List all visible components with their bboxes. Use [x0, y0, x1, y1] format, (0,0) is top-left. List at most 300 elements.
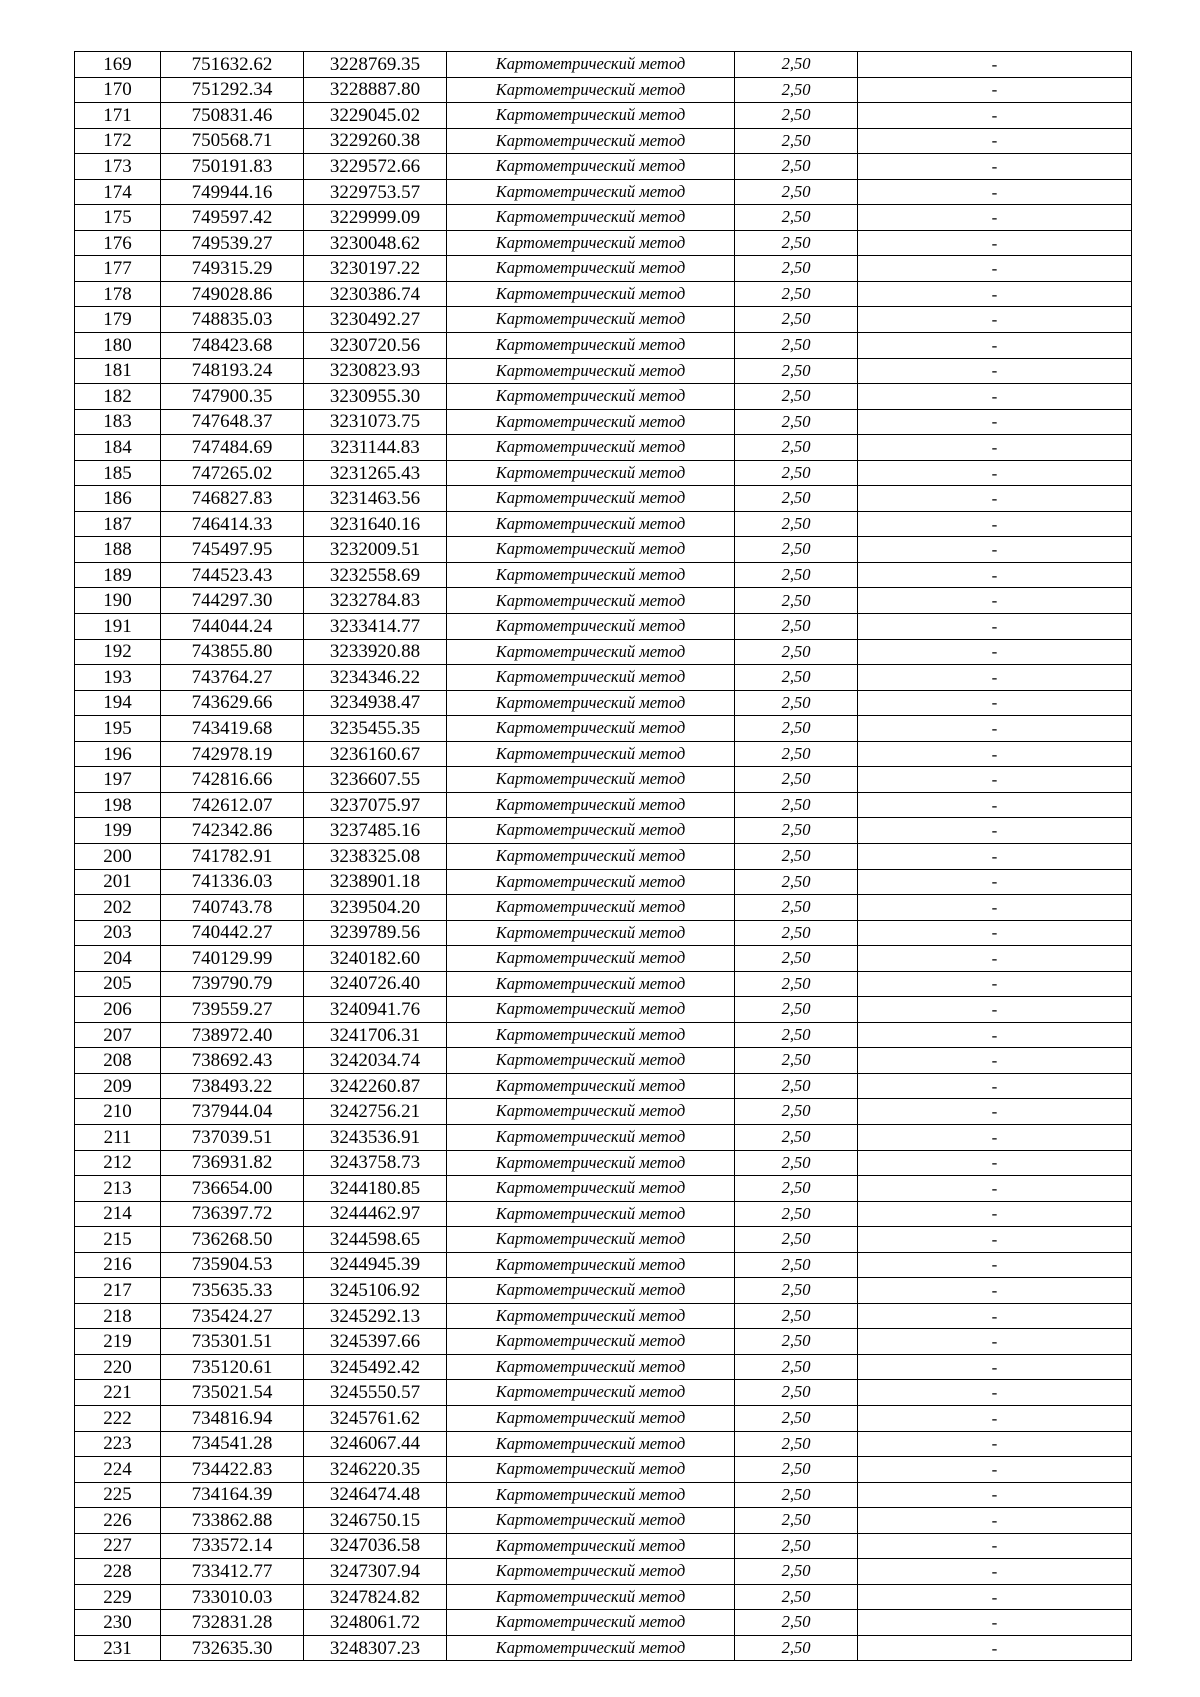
method-cell: Картометрический метод	[447, 562, 735, 588]
x-coordinate-cell: 749539.27	[161, 230, 304, 256]
note-cell: -	[858, 333, 1132, 359]
table-row	[75, 869, 1132, 895]
table-row	[75, 77, 1132, 103]
accuracy-cell: 2,50	[735, 1354, 858, 1380]
method-cell: Картометрический метод	[447, 52, 735, 78]
y-coordinate-cell: 3241706.31	[304, 1022, 447, 1048]
y-coordinate-cell: 3238325.08	[304, 843, 447, 869]
note-cell: -	[858, 614, 1132, 640]
accuracy-cell: 2,50	[735, 77, 858, 103]
y-coordinate-cell: 3244598.65	[304, 1227, 447, 1253]
accuracy-cell: 2,50	[735, 52, 858, 78]
y-coordinate-cell: 3230197.22	[304, 256, 447, 282]
method-cell: Картометрический метод	[447, 920, 735, 946]
table-row	[75, 358, 1132, 384]
y-coordinate-cell: 3230386.74	[304, 281, 447, 307]
y-coordinate-cell: 3233920.88	[304, 639, 447, 665]
method-cell: Картометрический метод	[447, 1048, 735, 1074]
x-coordinate-cell: 745497.95	[161, 537, 304, 563]
method-cell: Картометрический метод	[447, 971, 735, 997]
x-coordinate-cell: 735120.61	[161, 1354, 304, 1380]
note-cell: -	[858, 1380, 1132, 1406]
note-cell: -	[858, 230, 1132, 256]
note-cell: -	[858, 1099, 1132, 1125]
table-row	[75, 767, 1132, 793]
accuracy-cell: 2,50	[735, 1099, 858, 1125]
x-coordinate-cell: 735635.33	[161, 1278, 304, 1304]
y-coordinate-cell: 3239504.20	[304, 895, 447, 921]
point-number-cell: 205	[75, 971, 161, 997]
x-coordinate-cell: 750831.46	[161, 103, 304, 129]
point-number-cell: 204	[75, 946, 161, 972]
x-coordinate-cell: 746414.33	[161, 511, 304, 537]
table-row	[75, 1048, 1132, 1074]
point-number-cell: 194	[75, 690, 161, 716]
y-coordinate-cell: 3231144.83	[304, 435, 447, 461]
x-coordinate-cell: 747648.37	[161, 409, 304, 435]
x-coordinate-cell: 742816.66	[161, 767, 304, 793]
method-cell: Картометрический метод	[447, 1329, 735, 1355]
table-row	[75, 1533, 1132, 1559]
coordinates-table-body	[75, 52, 1132, 1661]
x-coordinate-cell: 751632.62	[161, 52, 304, 78]
y-coordinate-cell: 3245292.13	[304, 1303, 447, 1329]
x-coordinate-cell: 733572.14	[161, 1533, 304, 1559]
y-coordinate-cell: 3244945.39	[304, 1252, 447, 1278]
note-cell: -	[858, 537, 1132, 563]
point-number-cell: 191	[75, 614, 161, 640]
point-number-cell: 208	[75, 1048, 161, 1074]
table-row	[75, 1559, 1132, 1585]
point-number-cell: 185	[75, 460, 161, 486]
accuracy-cell: 2,50	[735, 384, 858, 410]
note-cell: -	[858, 1278, 1132, 1304]
y-coordinate-cell: 3247036.58	[304, 1533, 447, 1559]
accuracy-cell: 2,50	[735, 639, 858, 665]
y-coordinate-cell: 3247307.94	[304, 1559, 447, 1585]
y-coordinate-cell: 3245761.62	[304, 1405, 447, 1431]
y-coordinate-cell: 3233414.77	[304, 614, 447, 640]
x-coordinate-cell: 736931.82	[161, 1150, 304, 1176]
accuracy-cell: 2,50	[735, 1584, 858, 1610]
y-coordinate-cell: 3240726.40	[304, 971, 447, 997]
accuracy-cell: 2,50	[735, 1457, 858, 1483]
y-coordinate-cell: 3246220.35	[304, 1457, 447, 1483]
table-row	[75, 1278, 1132, 1304]
note-cell: -	[858, 1610, 1132, 1636]
method-cell: Картометрический метод	[447, 409, 735, 435]
point-number-cell: 206	[75, 997, 161, 1023]
method-cell: Картометрический метод	[447, 128, 735, 154]
x-coordinate-cell: 741782.91	[161, 843, 304, 869]
method-cell: Картометрический метод	[447, 895, 735, 921]
table-row	[75, 1508, 1132, 1534]
x-coordinate-cell: 742612.07	[161, 792, 304, 818]
x-coordinate-cell: 743419.68	[161, 716, 304, 742]
table-row	[75, 895, 1132, 921]
y-coordinate-cell: 3230955.30	[304, 384, 447, 410]
x-coordinate-cell: 737039.51	[161, 1124, 304, 1150]
accuracy-cell: 2,50	[735, 1150, 858, 1176]
y-coordinate-cell: 3229999.09	[304, 205, 447, 231]
point-number-cell: 224	[75, 1457, 161, 1483]
note-cell: -	[858, 1508, 1132, 1534]
note-cell: -	[858, 1176, 1132, 1202]
table-row	[75, 1635, 1132, 1661]
x-coordinate-cell: 735424.27	[161, 1303, 304, 1329]
note-cell: -	[858, 895, 1132, 921]
table-row	[75, 511, 1132, 537]
accuracy-cell: 2,50	[735, 460, 858, 486]
method-cell: Картометрический метод	[447, 1457, 735, 1483]
accuracy-cell: 2,50	[735, 1303, 858, 1329]
x-coordinate-cell: 747484.69	[161, 435, 304, 461]
x-coordinate-cell: 744297.30	[161, 588, 304, 614]
note-cell: -	[858, 307, 1132, 333]
table-row	[75, 1073, 1132, 1099]
x-coordinate-cell: 736268.50	[161, 1227, 304, 1253]
table-row	[75, 639, 1132, 665]
method-cell: Картометрический метод	[447, 1252, 735, 1278]
point-number-cell: 212	[75, 1150, 161, 1176]
table-row	[75, 103, 1132, 129]
note-cell: -	[858, 409, 1132, 435]
point-number-cell: 186	[75, 486, 161, 512]
y-coordinate-cell: 3231073.75	[304, 409, 447, 435]
x-coordinate-cell: 742342.86	[161, 818, 304, 844]
y-coordinate-cell: 3232558.69	[304, 562, 447, 588]
point-number-cell: 198	[75, 792, 161, 818]
note-cell: -	[858, 1201, 1132, 1227]
y-coordinate-cell: 3231265.43	[304, 460, 447, 486]
point-number-cell: 171	[75, 103, 161, 129]
method-cell: Картометрический метод	[447, 179, 735, 205]
point-number-cell: 188	[75, 537, 161, 563]
accuracy-cell: 2,50	[735, 486, 858, 512]
table-row	[75, 1584, 1132, 1610]
method-cell: Картометрический метод	[447, 1584, 735, 1610]
accuracy-cell: 2,50	[735, 103, 858, 129]
note-cell: -	[858, 1405, 1132, 1431]
method-cell: Картометрический метод	[447, 77, 735, 103]
note-cell: -	[858, 358, 1132, 384]
x-coordinate-cell: 736654.00	[161, 1176, 304, 1202]
x-coordinate-cell: 733010.03	[161, 1584, 304, 1610]
point-number-cell: 182	[75, 384, 161, 410]
method-cell: Картометрический метод	[447, 1380, 735, 1406]
point-number-cell: 221	[75, 1380, 161, 1406]
y-coordinate-cell: 3236160.67	[304, 741, 447, 767]
point-number-cell: 193	[75, 665, 161, 691]
method-cell: Картометрический метод	[447, 1124, 735, 1150]
accuracy-cell: 2,50	[735, 690, 858, 716]
y-coordinate-cell: 3243758.73	[304, 1150, 447, 1176]
table-row	[75, 179, 1132, 205]
accuracy-cell: 2,50	[735, 1635, 858, 1661]
method-cell: Картометрический метод	[447, 103, 735, 129]
accuracy-cell: 2,50	[735, 1124, 858, 1150]
accuracy-cell: 2,50	[735, 307, 858, 333]
x-coordinate-cell: 733862.88	[161, 1508, 304, 1534]
accuracy-cell: 2,50	[735, 128, 858, 154]
y-coordinate-cell: 3232009.51	[304, 537, 447, 563]
y-coordinate-cell: 3242260.87	[304, 1073, 447, 1099]
y-coordinate-cell: 3245397.66	[304, 1329, 447, 1355]
note-cell: -	[858, 435, 1132, 461]
table-row	[75, 1022, 1132, 1048]
table-row	[75, 1431, 1132, 1457]
method-cell: Картометрический метод	[447, 843, 735, 869]
note-cell: -	[858, 1533, 1132, 1559]
table-row	[75, 1252, 1132, 1278]
table-row	[75, 1150, 1132, 1176]
x-coordinate-cell: 750568.71	[161, 128, 304, 154]
accuracy-cell: 2,50	[735, 1405, 858, 1431]
method-cell: Картометрический метод	[447, 1405, 735, 1431]
point-number-cell: 216	[75, 1252, 161, 1278]
table-row	[75, 537, 1132, 563]
accuracy-cell: 2,50	[735, 435, 858, 461]
note-cell: -	[858, 562, 1132, 588]
accuracy-cell: 2,50	[735, 818, 858, 844]
point-number-cell: 189	[75, 562, 161, 588]
point-number-cell: 200	[75, 843, 161, 869]
table-row	[75, 230, 1132, 256]
method-cell: Картометрический метод	[447, 1482, 735, 1508]
table-row	[75, 792, 1132, 818]
note-cell: -	[858, 843, 1132, 869]
method-cell: Картометрический метод	[447, 792, 735, 818]
x-coordinate-cell: 735904.53	[161, 1252, 304, 1278]
point-number-cell: 231	[75, 1635, 161, 1661]
point-number-cell: 173	[75, 154, 161, 180]
y-coordinate-cell: 3237075.97	[304, 792, 447, 818]
x-coordinate-cell: 734541.28	[161, 1431, 304, 1457]
note-cell: -	[858, 205, 1132, 231]
x-coordinate-cell: 741336.03	[161, 869, 304, 895]
x-coordinate-cell: 749597.42	[161, 205, 304, 231]
y-coordinate-cell: 3229045.02	[304, 103, 447, 129]
y-coordinate-cell: 3230492.27	[304, 307, 447, 333]
y-coordinate-cell: 3230720.56	[304, 333, 447, 359]
point-number-cell: 225	[75, 1482, 161, 1508]
y-coordinate-cell: 3240941.76	[304, 997, 447, 1023]
accuracy-cell: 2,50	[735, 997, 858, 1023]
table-row	[75, 205, 1132, 231]
x-coordinate-cell: 750191.83	[161, 154, 304, 180]
note-cell: -	[858, 486, 1132, 512]
y-coordinate-cell: 3245550.57	[304, 1380, 447, 1406]
y-coordinate-cell: 3246067.44	[304, 1431, 447, 1457]
x-coordinate-cell: 735021.54	[161, 1380, 304, 1406]
x-coordinate-cell: 738493.22	[161, 1073, 304, 1099]
x-coordinate-cell: 732831.28	[161, 1610, 304, 1636]
note-cell: -	[858, 1303, 1132, 1329]
y-coordinate-cell: 3229572.66	[304, 154, 447, 180]
table-row	[75, 1457, 1132, 1483]
table-row	[75, 460, 1132, 486]
x-coordinate-cell: 748835.03	[161, 307, 304, 333]
point-number-cell: 177	[75, 256, 161, 282]
table-row	[75, 1610, 1132, 1636]
note-cell: -	[858, 1584, 1132, 1610]
x-coordinate-cell: 739790.79	[161, 971, 304, 997]
table-row	[75, 1176, 1132, 1202]
point-number-cell: 201	[75, 869, 161, 895]
y-coordinate-cell: 3238901.18	[304, 869, 447, 895]
x-coordinate-cell: 733412.77	[161, 1559, 304, 1585]
note-cell: -	[858, 1329, 1132, 1355]
coordinates-table	[74, 51, 1132, 1661]
method-cell: Картометрический метод	[447, 460, 735, 486]
point-number-cell: 220	[75, 1354, 161, 1380]
accuracy-cell: 2,50	[735, 537, 858, 563]
method-cell: Картометрический метод	[447, 358, 735, 384]
note-cell: -	[858, 1252, 1132, 1278]
note-cell: -	[858, 154, 1132, 180]
table-row	[75, 52, 1132, 78]
table-row	[75, 333, 1132, 359]
method-cell: Картометрический метод	[447, 767, 735, 793]
x-coordinate-cell: 736397.72	[161, 1201, 304, 1227]
y-coordinate-cell: 3242756.21	[304, 1099, 447, 1125]
point-number-cell: 169	[75, 52, 161, 78]
method-cell: Картометрический метод	[447, 1099, 735, 1125]
method-cell: Картометрический метод	[447, 741, 735, 767]
note-cell: -	[858, 460, 1132, 486]
point-number-cell: 211	[75, 1124, 161, 1150]
note-cell: -	[858, 1482, 1132, 1508]
accuracy-cell: 2,50	[735, 1252, 858, 1278]
accuracy-cell: 2,50	[735, 920, 858, 946]
y-coordinate-cell: 3244180.85	[304, 1176, 447, 1202]
method-cell: Картометрический метод	[447, 1150, 735, 1176]
x-coordinate-cell: 734816.94	[161, 1405, 304, 1431]
accuracy-cell: 2,50	[735, 1176, 858, 1202]
point-number-cell: 170	[75, 77, 161, 103]
y-coordinate-cell: 3229753.57	[304, 179, 447, 205]
point-number-cell: 215	[75, 1227, 161, 1253]
method-cell: Картометрический метод	[447, 205, 735, 231]
point-number-cell: 210	[75, 1099, 161, 1125]
y-coordinate-cell: 3246474.48	[304, 1482, 447, 1508]
point-number-cell: 207	[75, 1022, 161, 1048]
point-number-cell: 223	[75, 1431, 161, 1457]
point-number-cell: 195	[75, 716, 161, 742]
accuracy-cell: 2,50	[735, 1278, 858, 1304]
table-row	[75, 154, 1132, 180]
table-row	[75, 128, 1132, 154]
table-row	[75, 1099, 1132, 1125]
method-cell: Картометрический метод	[447, 307, 735, 333]
x-coordinate-cell: 743629.66	[161, 690, 304, 716]
y-coordinate-cell: 3232784.83	[304, 588, 447, 614]
x-coordinate-cell: 746827.83	[161, 486, 304, 512]
accuracy-cell: 2,50	[735, 1022, 858, 1048]
note-cell: -	[858, 179, 1132, 205]
accuracy-cell: 2,50	[735, 741, 858, 767]
accuracy-cell: 2,50	[735, 665, 858, 691]
point-number-cell: 192	[75, 639, 161, 665]
accuracy-cell: 2,50	[735, 1227, 858, 1253]
accuracy-cell: 2,50	[735, 1482, 858, 1508]
table-row	[75, 486, 1132, 512]
accuracy-cell: 2,50	[735, 1533, 858, 1559]
method-cell: Картометрический метод	[447, 869, 735, 895]
method-cell: Картометрический метод	[447, 588, 735, 614]
point-number-cell: 176	[75, 230, 161, 256]
x-coordinate-cell: 749028.86	[161, 281, 304, 307]
accuracy-cell: 2,50	[735, 767, 858, 793]
x-coordinate-cell: 751292.34	[161, 77, 304, 103]
accuracy-cell: 2,50	[735, 230, 858, 256]
note-cell: -	[858, 920, 1132, 946]
point-number-cell: 190	[75, 588, 161, 614]
y-coordinate-cell: 3245106.92	[304, 1278, 447, 1304]
x-coordinate-cell: 743764.27	[161, 665, 304, 691]
method-cell: Картометрический метод	[447, 818, 735, 844]
x-coordinate-cell: 740743.78	[161, 895, 304, 921]
x-coordinate-cell: 742978.19	[161, 741, 304, 767]
accuracy-cell: 2,50	[735, 588, 858, 614]
y-coordinate-cell: 3234346.22	[304, 665, 447, 691]
method-cell: Картометрический метод	[447, 486, 735, 512]
x-coordinate-cell: 749944.16	[161, 179, 304, 205]
table-row	[75, 1405, 1132, 1431]
method-cell: Картометрический метод	[447, 1303, 735, 1329]
table-row	[75, 997, 1132, 1023]
accuracy-cell: 2,50	[735, 869, 858, 895]
y-coordinate-cell: 3246750.15	[304, 1508, 447, 1534]
table-row	[75, 741, 1132, 767]
method-cell: Картометрический метод	[447, 333, 735, 359]
x-coordinate-cell: 747900.35	[161, 384, 304, 410]
method-cell: Картометрический метод	[447, 537, 735, 563]
accuracy-cell: 2,50	[735, 281, 858, 307]
y-coordinate-cell: 3248307.23	[304, 1635, 447, 1661]
point-number-cell: 197	[75, 767, 161, 793]
note-cell: -	[858, 1431, 1132, 1457]
y-coordinate-cell: 3247824.82	[304, 1584, 447, 1610]
point-number-cell: 227	[75, 1533, 161, 1559]
note-cell: -	[858, 971, 1132, 997]
y-coordinate-cell: 3248061.72	[304, 1610, 447, 1636]
table-row	[75, 920, 1132, 946]
accuracy-cell: 2,50	[735, 843, 858, 869]
x-coordinate-cell: 734422.83	[161, 1457, 304, 1483]
accuracy-cell: 2,50	[735, 946, 858, 972]
point-number-cell: 187	[75, 511, 161, 537]
note-cell: -	[858, 1559, 1132, 1585]
x-coordinate-cell: 748193.24	[161, 358, 304, 384]
point-number-cell: 179	[75, 307, 161, 333]
table-row	[75, 1303, 1132, 1329]
x-coordinate-cell: 740129.99	[161, 946, 304, 972]
table-row	[75, 588, 1132, 614]
point-number-cell: 174	[75, 179, 161, 205]
note-cell: -	[858, 1124, 1132, 1150]
table-row	[75, 1227, 1132, 1253]
method-cell: Картометрический метод	[447, 154, 735, 180]
method-cell: Картометрический метод	[447, 1227, 735, 1253]
x-coordinate-cell: 738972.40	[161, 1022, 304, 1048]
method-cell: Картометрический метод	[447, 256, 735, 282]
x-coordinate-cell: 738692.43	[161, 1048, 304, 1074]
method-cell: Картометрический метод	[447, 1610, 735, 1636]
accuracy-cell: 2,50	[735, 1073, 858, 1099]
table-row	[75, 1124, 1132, 1150]
accuracy-cell: 2,50	[735, 614, 858, 640]
